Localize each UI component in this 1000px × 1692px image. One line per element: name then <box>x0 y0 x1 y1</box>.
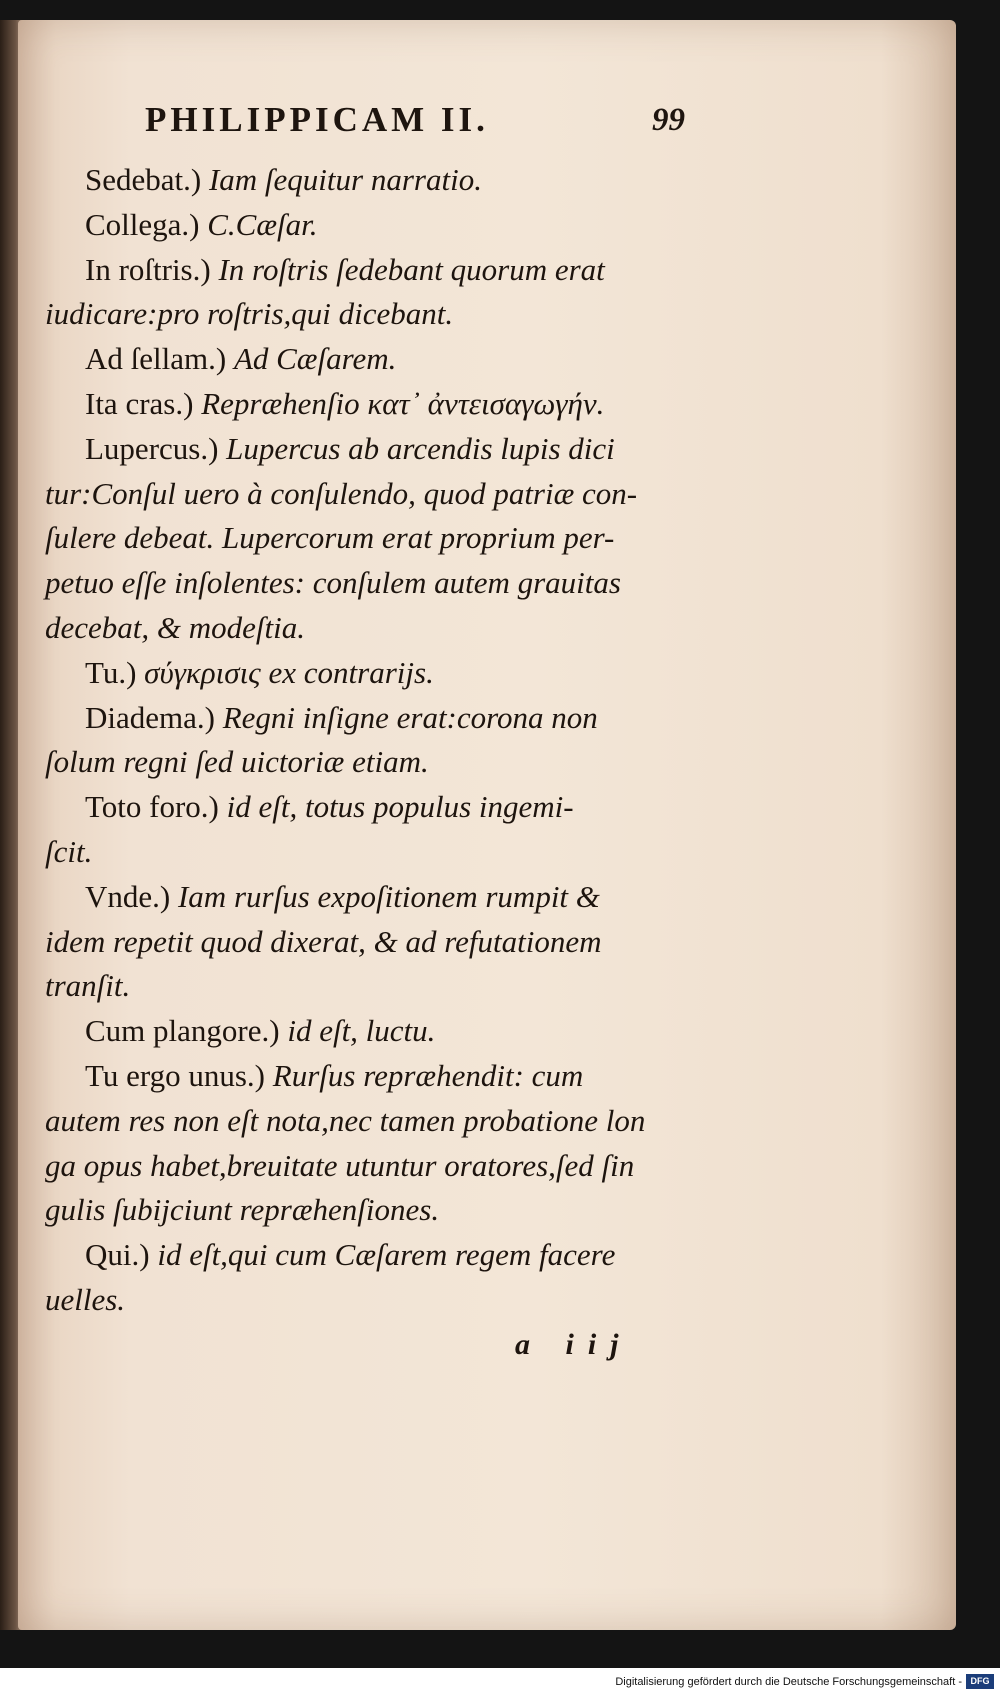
text-line <box>45 1054 725 1099</box>
lemma: Ad ſellam.) <box>85 341 227 377</box>
gloss: σύγκρισις ex contrarijs. <box>144 654 434 690</box>
text-line <box>45 472 725 517</box>
text-line <box>45 696 725 741</box>
text-line <box>45 1233 725 1278</box>
text-line <box>45 292 725 337</box>
text-line <box>45 248 725 293</box>
text-line <box>45 1009 725 1054</box>
dfg-logo-icon: DFG <box>966 1674 994 1689</box>
gloss: Lupercus ab arcendis lupis dici <box>226 430 615 466</box>
text-line <box>45 606 725 651</box>
lemma: Vnde.) <box>85 878 171 914</box>
gloss: ſulere debeat. Lupercorum erat proprium per- <box>45 520 615 556</box>
lemma: In roſtris.) <box>85 251 211 287</box>
text-line <box>45 875 725 920</box>
gloss: Ad Cæſarem. <box>233 341 397 377</box>
gloss: Repræhenſio κατ᾽ ἀντεισαγωγήν. <box>201 385 605 421</box>
gloss: In roſtris ſedebant quorum erat <box>218 251 605 287</box>
text-line <box>45 382 725 427</box>
lemma: Lupercus.) <box>85 430 219 466</box>
text-line <box>45 337 725 382</box>
gloss: ga opus habet,breuitate utuntur oratores,ſed ſin <box>45 1147 635 1183</box>
text-line <box>45 427 725 472</box>
text-line <box>45 516 725 561</box>
gloss: uelles. <box>45 1281 126 1317</box>
text-line <box>45 1099 725 1144</box>
text-line <box>45 1144 725 1189</box>
gloss: ſcit. <box>45 833 93 869</box>
text-line <box>45 785 725 830</box>
running-head: PHILIPPICAM II. <box>145 100 489 139</box>
gloss: C.Cæſar. <box>207 206 318 242</box>
lemma: Tu ergo unus.) <box>85 1057 266 1093</box>
gloss: decebat, & modeſtia. <box>45 609 305 645</box>
gloss: ſolum regni ſed uictoriæ etiam. <box>45 744 429 780</box>
lemma: Diadema.) <box>85 699 215 735</box>
signature-mark: a iij <box>515 1328 633 1361</box>
gloss: Rurſus repræhendit: cum <box>272 1057 584 1093</box>
text-line <box>45 964 725 1009</box>
gloss: Iam rurſus expoſitionem rumpit & <box>177 878 600 914</box>
text-line <box>45 1188 725 1233</box>
lemma: Qui.) <box>85 1237 150 1273</box>
gloss: tranſit. <box>45 968 131 1004</box>
gloss: tur:Conſul uero à conſulendo, quod patriæ con- <box>45 475 638 511</box>
lemma: Toto foro.) <box>85 789 219 825</box>
gloss: petuo eſſe inſolentes: conſulem autem grauitas <box>45 565 621 601</box>
lemma: Collega.) <box>85 206 200 242</box>
text-line <box>45 561 725 606</box>
digitization-footer <box>0 1668 1000 1692</box>
page-header <box>145 100 685 144</box>
text-line <box>45 158 725 203</box>
gloss: iudicare:pro roſtris,qui dicebant. <box>45 296 454 332</box>
commentary-text <box>45 158 725 1323</box>
gloss: autem res non eſt nota,nec tamen probatione lon <box>45 1102 646 1138</box>
gloss: id eſt,qui cum Cæſarem regem facere <box>157 1237 616 1273</box>
gloss: Regni inſigne erat:corona non <box>222 699 598 735</box>
funding-credit: Digitalisierung gefördert durch die Deutsche Forschungsgemeinschaft - <box>615 1676 962 1688</box>
lemma: Ita cras.) <box>85 385 194 421</box>
gloss: idem repetit quod dixerat, & ad refutationem <box>45 923 602 959</box>
lemma: Tu.) <box>85 654 137 690</box>
lemma: Sedebat.) <box>85 162 202 197</box>
lemma: Cum plangore.) <box>85 1013 280 1049</box>
page-number: 99 <box>652 102 685 138</box>
gloss: gulis ſubijciunt repræhenſiones. <box>45 1192 440 1228</box>
gloss: id eſt, luctu. <box>287 1013 436 1049</box>
text-line <box>45 651 725 696</box>
gloss: id eſt, totus populus ingemi- <box>226 789 574 825</box>
text-line <box>45 920 725 965</box>
text-line <box>45 740 725 785</box>
text-line <box>45 1278 725 1323</box>
text-line <box>45 203 725 248</box>
text-line <box>45 830 725 875</box>
gloss: Iam ſequitur narratio. <box>208 162 482 197</box>
